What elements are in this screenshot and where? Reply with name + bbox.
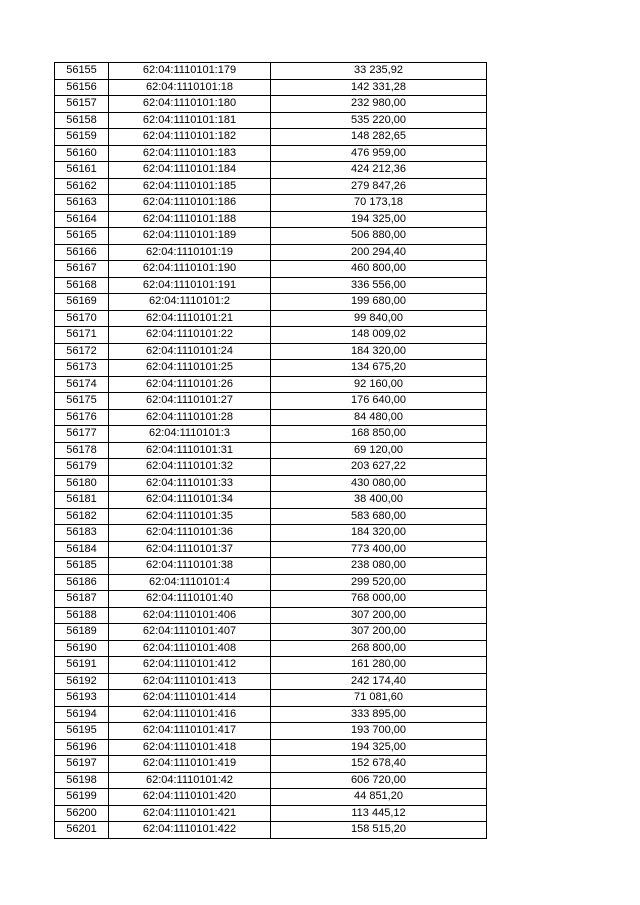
table-row — [55, 343, 487, 360]
row-number-cell: 56177 — [55, 426, 109, 443]
cadastral-number-cell: 62:04:1110101:407 — [109, 624, 271, 641]
table-row — [55, 178, 487, 195]
value-cell: 33 235,92 — [271, 63, 487, 80]
row-number-cell: 56188 — [55, 607, 109, 624]
row-number-cell: 56186 — [55, 574, 109, 591]
row-number-cell: 56181 — [55, 492, 109, 509]
row-number-cell: 56194 — [55, 706, 109, 723]
row-number-cell: 56165 — [55, 228, 109, 245]
cadastral-number-cell: 62:04:1110101:412 — [109, 657, 271, 674]
cadastral-number-cell: 62:04:1110101:33 — [109, 475, 271, 492]
row-number-cell: 56159 — [55, 129, 109, 146]
row-number-cell: 56196 — [55, 739, 109, 756]
cadastral-number-cell: 62:04:1110101:414 — [109, 690, 271, 707]
row-number-cell: 56160 — [55, 145, 109, 162]
value-cell: 161 280,00 — [271, 657, 487, 674]
table-row — [55, 162, 487, 179]
table-row — [55, 657, 487, 674]
value-cell: 268 800,00 — [271, 640, 487, 657]
table-row — [55, 789, 487, 806]
row-number-cell: 56155 — [55, 63, 109, 80]
row-number-cell: 56167 — [55, 261, 109, 278]
value-cell: 430 080,00 — [271, 475, 487, 492]
row-number-cell: 56156 — [55, 79, 109, 96]
row-number-cell: 56158 — [55, 112, 109, 129]
cadastral-number-cell: 62:04:1110101:406 — [109, 607, 271, 624]
row-number-cell: 56200 — [55, 805, 109, 822]
row-number-cell: 56172 — [55, 343, 109, 360]
row-number-cell: 56198 — [55, 772, 109, 789]
table-row — [55, 624, 487, 641]
cadastral-number-cell: 62:04:1110101:18 — [109, 79, 271, 96]
value-cell: 773 400,00 — [271, 541, 487, 558]
row-number-cell: 56197 — [55, 756, 109, 773]
value-cell: 279 847,26 — [271, 178, 487, 195]
value-cell: 113 445,12 — [271, 805, 487, 822]
row-number-cell: 56176 — [55, 409, 109, 426]
cadastral-number-cell: 62:04:1110101:417 — [109, 723, 271, 740]
row-number-cell: 56187 — [55, 591, 109, 608]
row-number-cell: 56185 — [55, 558, 109, 575]
cadastral-number-cell: 62:04:1110101:413 — [109, 673, 271, 690]
cadastral-number-cell: 62:04:1110101:26 — [109, 376, 271, 393]
row-number-cell: 56161 — [55, 162, 109, 179]
table-row — [55, 409, 487, 426]
cadastral-number-cell: 62:04:1110101:421 — [109, 805, 271, 822]
cadastral-value-table — [54, 62, 487, 839]
value-cell: 336 556,00 — [271, 277, 487, 294]
value-cell: 99 840,00 — [271, 310, 487, 327]
row-number-cell: 56171 — [55, 327, 109, 344]
row-number-cell: 56166 — [55, 244, 109, 261]
cadastral-number-cell: 62:04:1110101:34 — [109, 492, 271, 509]
value-cell: 70 173,18 — [271, 195, 487, 212]
table-row — [55, 327, 487, 344]
cadastral-number-cell: 62:04:1110101:42 — [109, 772, 271, 789]
cadastral-number-cell: 62:04:1110101:28 — [109, 409, 271, 426]
row-number-cell: 56168 — [55, 277, 109, 294]
cadastral-number-cell: 62:04:1110101:31 — [109, 442, 271, 459]
table-row — [55, 211, 487, 228]
value-cell: 476 959,00 — [271, 145, 487, 162]
table-row — [55, 673, 487, 690]
value-cell: 168 850,00 — [271, 426, 487, 443]
value-cell: 307 200,00 — [271, 624, 487, 641]
value-cell: 71 081,60 — [271, 690, 487, 707]
cadastral-number-cell: 62:04:1110101:180 — [109, 96, 271, 113]
table-row — [55, 96, 487, 113]
table-row — [55, 739, 487, 756]
value-cell: 535 220,00 — [271, 112, 487, 129]
cadastral-number-cell: 62:04:1110101:188 — [109, 211, 271, 228]
value-cell: 333 895,00 — [271, 706, 487, 723]
row-number-cell: 56184 — [55, 541, 109, 558]
cadastral-number-cell: 62:04:1110101:38 — [109, 558, 271, 575]
cadastral-number-cell: 62:04:1110101:416 — [109, 706, 271, 723]
value-cell: 307 200,00 — [271, 607, 487, 624]
table-row — [55, 706, 487, 723]
row-number-cell: 56192 — [55, 673, 109, 690]
row-number-cell: 56193 — [55, 690, 109, 707]
row-number-cell: 56182 — [55, 508, 109, 525]
table-row — [55, 475, 487, 492]
row-number-cell: 56199 — [55, 789, 109, 806]
table-row — [55, 426, 487, 443]
cadastral-number-cell: 62:04:1110101:189 — [109, 228, 271, 245]
table-row — [55, 607, 487, 624]
cadastral-number-cell: 62:04:1110101:181 — [109, 112, 271, 129]
table-row — [55, 558, 487, 575]
table-row — [55, 376, 487, 393]
row-number-cell: 56162 — [55, 178, 109, 195]
row-number-cell: 56170 — [55, 310, 109, 327]
cadastral-number-cell: 62:04:1110101:2 — [109, 294, 271, 311]
cadastral-number-cell: 62:04:1110101:420 — [109, 789, 271, 806]
cadastral-number-cell: 62:04:1110101:3 — [109, 426, 271, 443]
row-number-cell: 56201 — [55, 822, 109, 839]
cadastral-number-cell: 62:04:1110101:25 — [109, 360, 271, 377]
cadastral-number-cell: 62:04:1110101:182 — [109, 129, 271, 146]
table-row — [55, 459, 487, 476]
value-cell: 299 520,00 — [271, 574, 487, 591]
cadastral-number-cell: 62:04:1110101:183 — [109, 145, 271, 162]
row-number-cell: 56178 — [55, 442, 109, 459]
value-cell: 232 980,00 — [271, 96, 487, 113]
value-cell: 134 675,20 — [271, 360, 487, 377]
row-number-cell: 56164 — [55, 211, 109, 228]
row-number-cell: 56157 — [55, 96, 109, 113]
row-number-cell: 56190 — [55, 640, 109, 657]
cadastral-number-cell: 62:04:1110101:422 — [109, 822, 271, 839]
row-number-cell: 56173 — [55, 360, 109, 377]
value-cell: 606 720,00 — [271, 772, 487, 789]
value-cell: 460 800,00 — [271, 261, 487, 278]
cadastral-number-cell: 62:04:1110101:4 — [109, 574, 271, 591]
table-row — [55, 690, 487, 707]
row-number-cell: 56179 — [55, 459, 109, 476]
cadastral-number-cell: 62:04:1110101:190 — [109, 261, 271, 278]
cadastral-number-cell: 62:04:1110101:37 — [109, 541, 271, 558]
table-row — [55, 756, 487, 773]
row-number-cell: 56189 — [55, 624, 109, 641]
value-cell: 200 294,40 — [271, 244, 487, 261]
cadastral-number-cell: 62:04:1110101:32 — [109, 459, 271, 476]
value-cell: 506 880,00 — [271, 228, 487, 245]
table-row — [55, 442, 487, 459]
cadastral-number-cell: 62:04:1110101:19 — [109, 244, 271, 261]
table-row — [55, 822, 487, 839]
table-row — [55, 772, 487, 789]
value-cell: 184 320,00 — [271, 525, 487, 542]
table-row — [55, 574, 487, 591]
row-number-cell: 56169 — [55, 294, 109, 311]
table-row — [55, 508, 487, 525]
row-number-cell: 56183 — [55, 525, 109, 542]
value-cell: 44 851,20 — [271, 789, 487, 806]
cadastral-number-cell: 62:04:1110101:27 — [109, 393, 271, 410]
table-row — [55, 360, 487, 377]
row-number-cell: 56174 — [55, 376, 109, 393]
table-row — [55, 525, 487, 542]
table-row — [55, 393, 487, 410]
value-cell: 184 320,00 — [271, 343, 487, 360]
cadastral-number-cell: 62:04:1110101:408 — [109, 640, 271, 657]
value-cell: 148 282,65 — [271, 129, 487, 146]
cadastral-number-cell: 62:04:1110101:186 — [109, 195, 271, 212]
value-cell: 768 000,00 — [271, 591, 487, 608]
cadastral-number-cell: 62:04:1110101:184 — [109, 162, 271, 179]
table-row — [55, 541, 487, 558]
table-row — [55, 129, 487, 146]
cadastral-number-cell: 62:04:1110101:36 — [109, 525, 271, 542]
table-row — [55, 723, 487, 740]
value-cell: 238 080,00 — [271, 558, 487, 575]
row-number-cell: 56163 — [55, 195, 109, 212]
value-cell: 69 120,00 — [271, 442, 487, 459]
table-row — [55, 591, 487, 608]
value-cell: 84 480,00 — [271, 409, 487, 426]
cadastral-number-cell: 62:04:1110101:185 — [109, 178, 271, 195]
table-body — [55, 63, 487, 839]
cadastral-number-cell: 62:04:1110101:179 — [109, 63, 271, 80]
table-row — [55, 112, 487, 129]
value-cell: 242 174,40 — [271, 673, 487, 690]
value-cell: 424 212,36 — [271, 162, 487, 179]
value-cell: 199 680,00 — [271, 294, 487, 311]
table-row — [55, 277, 487, 294]
cadastral-number-cell: 62:04:1110101:35 — [109, 508, 271, 525]
table-row — [55, 310, 487, 327]
table-row — [55, 640, 487, 657]
row-number-cell: 56195 — [55, 723, 109, 740]
value-cell: 148 009,02 — [271, 327, 487, 344]
cadastral-number-cell: 62:04:1110101:24 — [109, 343, 271, 360]
value-cell: 203 627,22 — [271, 459, 487, 476]
table-row — [55, 492, 487, 509]
table-row — [55, 195, 487, 212]
table-row — [55, 145, 487, 162]
table-row — [55, 261, 487, 278]
value-cell: 142 331,28 — [271, 79, 487, 96]
row-number-cell: 56191 — [55, 657, 109, 674]
table-row — [55, 63, 487, 80]
table-row — [55, 79, 487, 96]
value-cell: 194 325,00 — [271, 211, 487, 228]
value-cell: 583 680,00 — [271, 508, 487, 525]
table-row — [55, 228, 487, 245]
value-cell: 194 325,00 — [271, 739, 487, 756]
cadastral-number-cell: 62:04:1110101:21 — [109, 310, 271, 327]
cadastral-number-cell: 62:04:1110101:40 — [109, 591, 271, 608]
cadastral-number-cell: 62:04:1110101:418 — [109, 739, 271, 756]
value-cell: 176 640,00 — [271, 393, 487, 410]
value-cell: 158 515,20 — [271, 822, 487, 839]
table-row — [55, 805, 487, 822]
value-cell: 193 700,00 — [271, 723, 487, 740]
row-number-cell: 56175 — [55, 393, 109, 410]
table-row — [55, 244, 487, 261]
cadastral-number-cell: 62:04:1110101:22 — [109, 327, 271, 344]
table-row — [55, 294, 487, 311]
value-cell: 92 160,00 — [271, 376, 487, 393]
value-cell: 152 678,40 — [271, 756, 487, 773]
cadastral-number-cell: 62:04:1110101:191 — [109, 277, 271, 294]
row-number-cell: 56180 — [55, 475, 109, 492]
value-cell: 38 400,00 — [271, 492, 487, 509]
cadastral-number-cell: 62:04:1110101:419 — [109, 756, 271, 773]
